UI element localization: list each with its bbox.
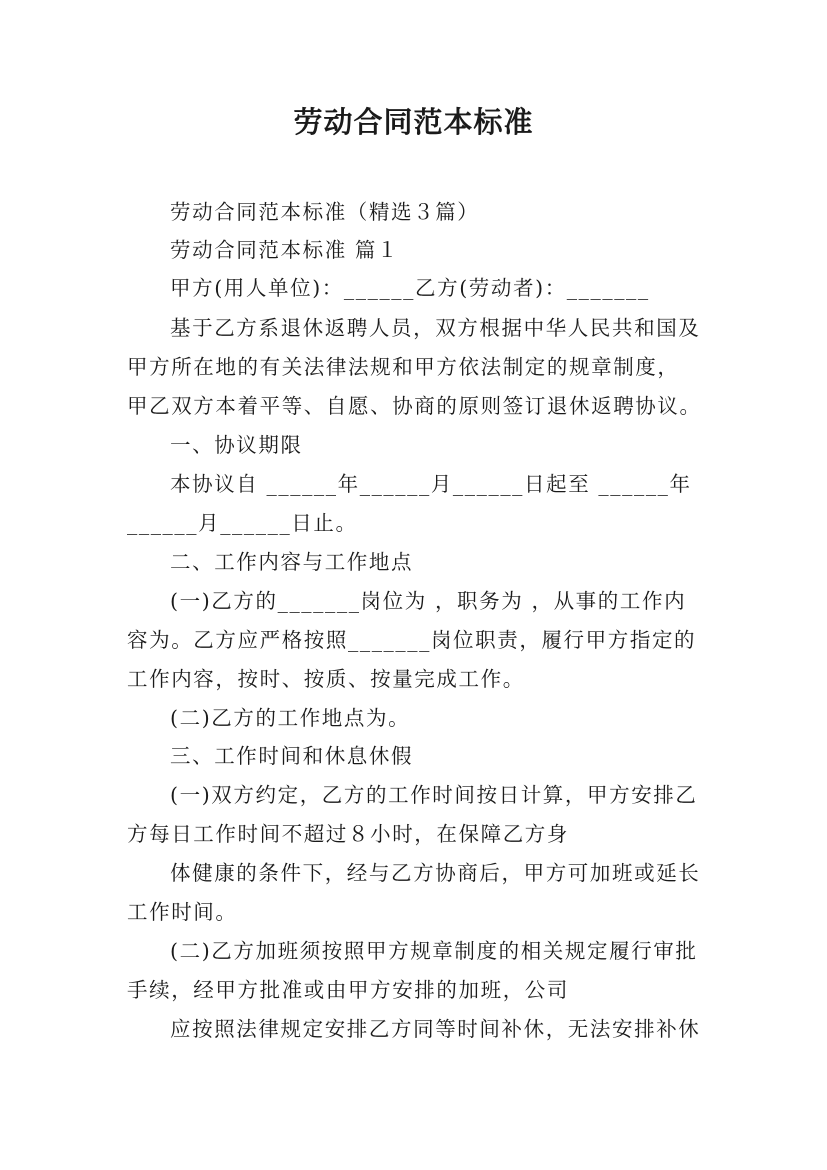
clause-heading: 一、协议期限 [170, 433, 303, 457]
paragraph-line: (一)双方约定，乙方的工作时间按日计算，甲方安排乙 [170, 783, 698, 807]
paragraph-line: (二)乙方的工作地点为。 [170, 706, 411, 730]
clause-heading: 三、工作时间和休息休假 [170, 744, 414, 768]
paragraph-line: 甲方所在地的有关法律法规和甲方依法制定的规章制度， [127, 355, 680, 379]
paragraph-line: 本协议自 ______年______月______日起至 ______年 [170, 472, 692, 496]
paragraph-line: 甲乙双方本着平等、自愿、协商的原则签订退休返聘协议。 [127, 394, 702, 418]
paragraph-line: (一)乙方的_______岗位为 ，职务为 ，从事的工作内 [170, 589, 687, 613]
paragraph-line: 手续，经甲方批准或由甲方安排的加班，公司 [127, 978, 569, 1002]
paragraph-line: 方每日工作时间不超过８小时，在保障乙方身 [127, 822, 569, 846]
paragraph-line: 应按照法律规定安排乙方同等时间补休，无法安排补休 [170, 1017, 701, 1041]
parties-line: 甲方(用人单位)：______乙方(劳动者)：_______ [170, 276, 650, 300]
paragraph-line: 工作时间。 [127, 900, 238, 924]
paragraph-line: (二)乙方加班须按照甲方规章制度的相关规定履行审批 [170, 939, 698, 963]
paragraph-line: 基于乙方系退休返聘人员，双方根据中华人民共和国及 [170, 316, 701, 340]
document-title: 劳动合同范本标准 [293, 105, 534, 139]
paragraph-line: ______月______日止。 [127, 511, 358, 535]
paragraph-line: 工作内容，按时、按质、按量完成工作。 [127, 667, 525, 691]
section-heading: 劳动合同范本标准 篇１ [170, 238, 400, 262]
subtitle-line: 劳动合同范本标准（精选３篇） [170, 200, 480, 224]
paragraph-line: 体健康的条件下，经与乙方协商后，甲方可加班或延长 [170, 861, 701, 885]
paragraph-line: 容为。乙方应严格按照_______岗位职责，履行甲方指定的 [127, 628, 697, 652]
clause-heading: 二、工作内容与工作地点 [170, 550, 414, 574]
